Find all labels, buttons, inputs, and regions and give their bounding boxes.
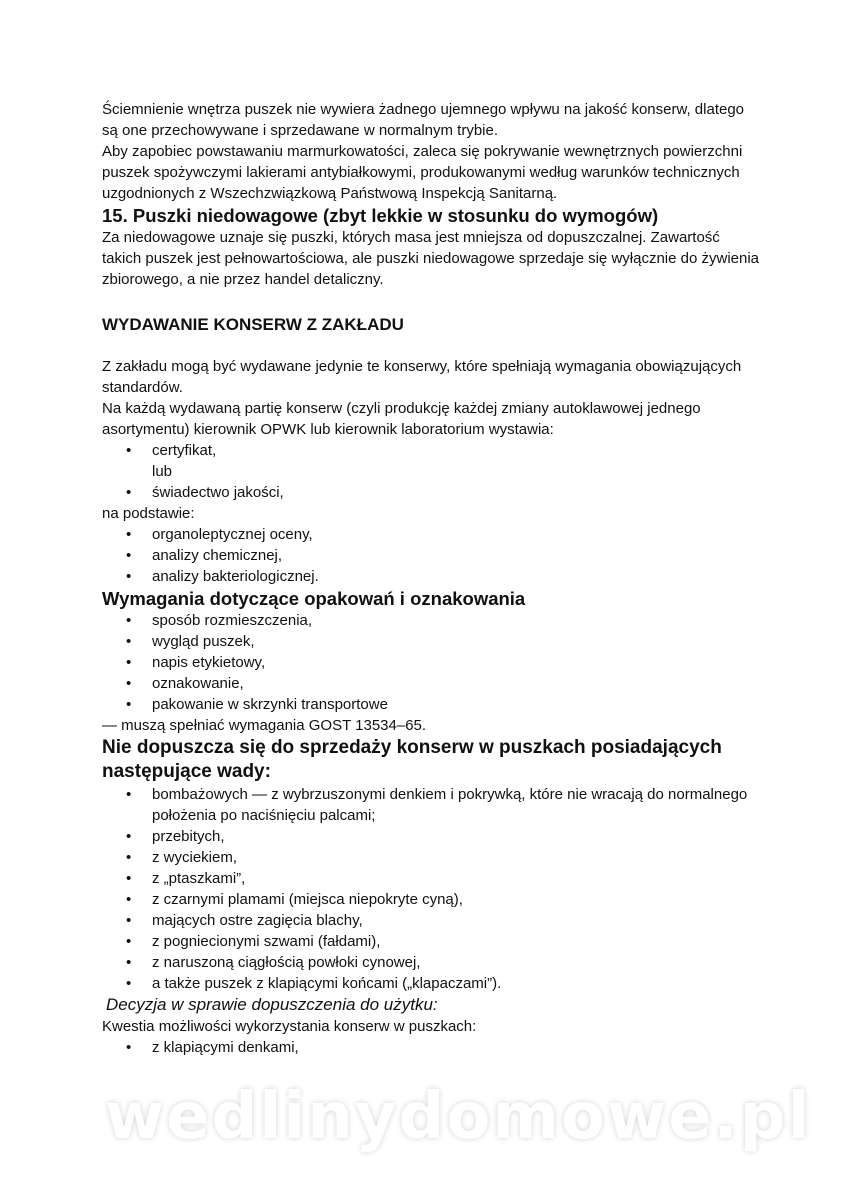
decision-list <box>102 1037 762 1058</box>
packaging-note: — muszą spełniać wymagania GOST 13534–65. <box>102 717 427 734</box>
watermark: wedlinydomowe.pl <box>105 1080 812 1154</box>
list-item: • z wyciekiem, <box>102 847 762 868</box>
defects-heading: Nie dopuszcza się do sprzedaży konserw w puszkach posiadających następujące wady: <box>102 737 722 782</box>
decision-text: Kwestia możliwości wykorzystania konserw w puszkach: <box>102 1018 477 1035</box>
list-item: • organoleptycznej oceny, <box>102 524 762 545</box>
document-page <box>102 99 762 1058</box>
decision-heading: Decyzja w sprawie dopuszczenia do użytku: <box>106 995 438 1014</box>
release-paragraph-1: Z zakładu mogą być wydawane jedynie te konserwy, które spełniają wymagania obowiązujących standardów. <box>102 358 742 396</box>
list-item: • analizy chemicznej, <box>102 545 762 566</box>
list-item: • z czarnymi plamami (miejsca niepokryte cyną), <box>102 889 762 910</box>
document-types-list <box>102 440 762 503</box>
list-item: • świadectwo jakości, <box>102 482 762 503</box>
intro-paragraph-2: Aby zapobiec powstawaniu marmurkowatości, zaleca się pokrywanie wewnętrznych powierzchni puszek spożywczymi lakierami antybiałkowymi, produkowanymi według warunków technicznych uzgodnionych z Wszechzwiązkową Państwową Inspekcją Sanitarną. <box>102 143 743 202</box>
section-15-text: Za niedowagowe uznaje się puszki, których masa jest mniejsza od dopuszczalnej. Zawartość takich puszek jest pełnowartościowa, ale puszki niedowagowe sprzedaje się wyłącznie do żywienia zbiorowego, a nie przez handel detaliczny. <box>102 229 760 288</box>
list-item: • bombażowych — z wybrzuszonymi denkiem i pokrywką, które nie wracają do normalnego położenia po naciśnięciu palcami; <box>102 784 762 826</box>
list-item: • sposób rozmieszczenia, <box>102 610 762 631</box>
section-15-heading: 15. Puszki niedowagowe (zbyt lekkie w stosunku do wymogów) <box>102 205 659 226</box>
list-item: • wygląd puszek, <box>102 631 762 652</box>
basis-label: na podstawie: <box>102 505 195 522</box>
list-item: • analizy bakteriologicznej. <box>102 566 762 587</box>
list-item: • z pogniecionymi szwami (fałdami), <box>102 931 762 952</box>
packaging-list <box>102 610 762 715</box>
release-heading: WYDAWANIE KONSERW Z ZAKŁADU <box>102 315 404 334</box>
list-item: • pakowanie w skrzynki transportowe <box>102 694 762 715</box>
defects-list <box>102 784 762 994</box>
basis-list <box>102 524 762 587</box>
list-item: • certyfikat, <box>102 440 762 461</box>
packaging-heading: Wymagania dotyczące opakowań i oznakowania <box>102 588 526 609</box>
list-item: • z naruszoną ciągłością powłoki cynowej, <box>102 952 762 973</box>
release-paragraph-2: Na każdą wydawaną partię konserw (czyli produkcję każdej zmiany autoklawowej jednego asortymentu) kierownik OPWK lub kierownik laboratorium wystawia: <box>102 400 701 438</box>
list-item: • a także puszek z klapiącymi końcami („klapaczami”). <box>102 973 762 994</box>
list-item: • oznakowanie, <box>102 673 762 694</box>
list-item: • przebitych, <box>102 826 762 847</box>
list-item: lub <box>152 463 173 480</box>
intro-paragraph-1: Ściemnienie wnętrza puszek nie wywiera żadnego ujemnego wpływu na jakość konserw, dlatego są one przechowywane i sprzedawane w normalnym trybie. <box>102 101 745 139</box>
list-item: • z „ptaszkami”, <box>102 868 762 889</box>
list-item: • z klapiącymi denkami, <box>102 1037 762 1058</box>
list-item: • napis etykietowy, <box>102 652 762 673</box>
list-item: • mających ostre zagięcia blachy, <box>102 910 762 931</box>
